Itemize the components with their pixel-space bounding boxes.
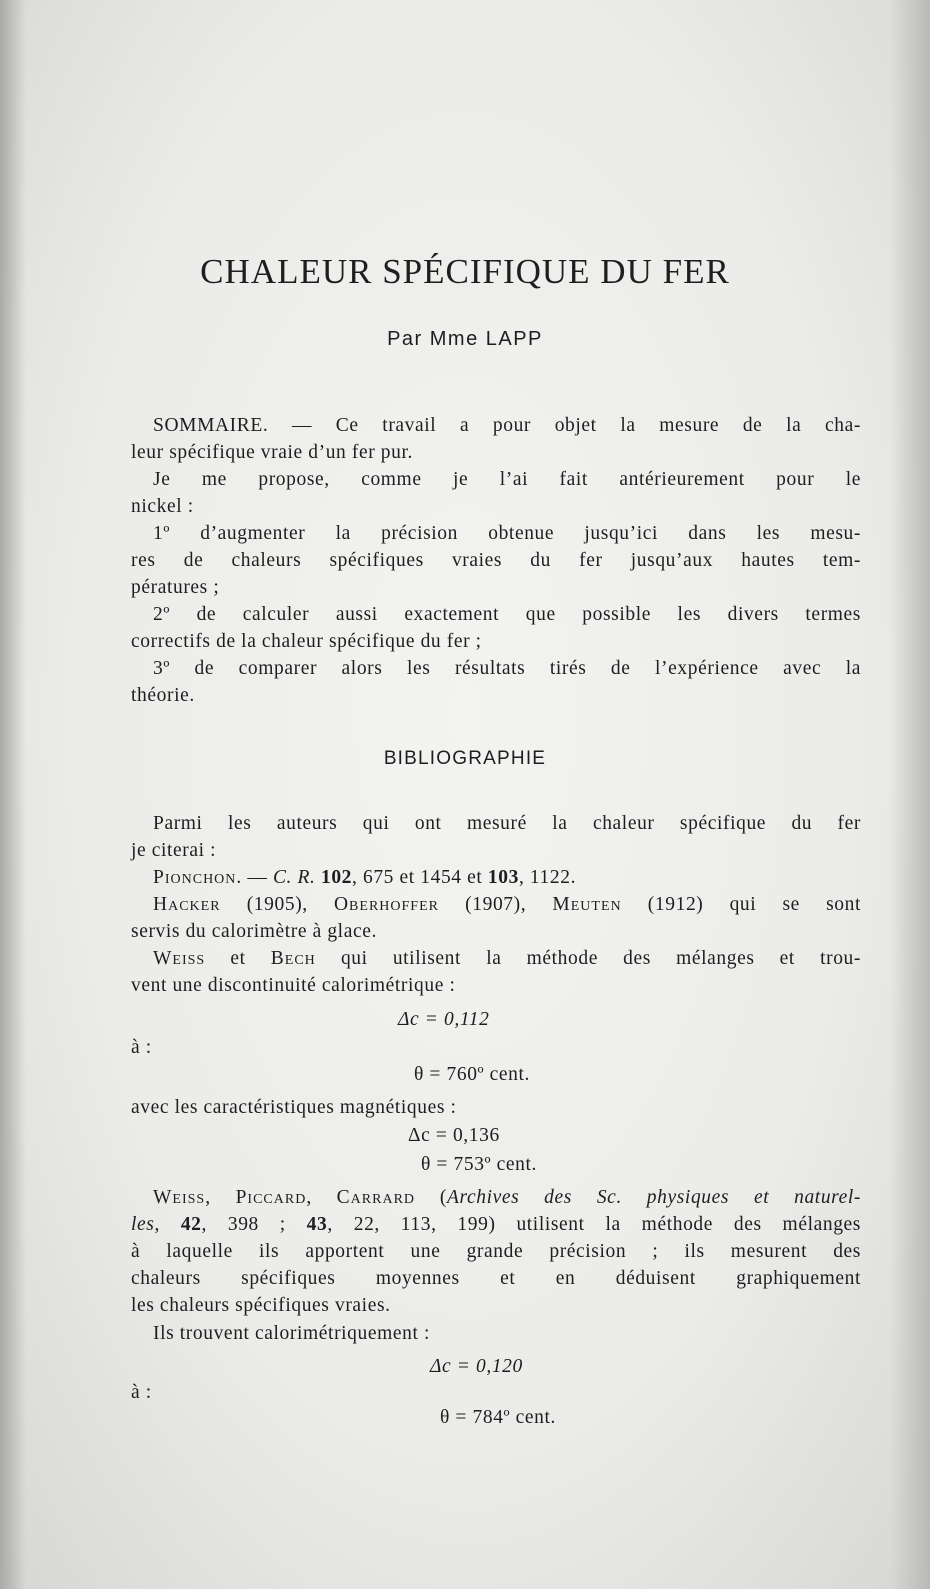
bib-line: vent une discontinuité calorimétrique : <box>131 975 456 996</box>
text-fragment: (1907), <box>438 894 553 915</box>
formula: θ = 784º cent. <box>440 1407 557 1428</box>
author-name: Meuten <box>552 894 622 915</box>
bib-line: Ils trouvent calorimétriquement : <box>153 1323 431 1344</box>
bib-reference-continuation <box>131 1211 861 1238</box>
bib-reference-pionchon <box>153 864 861 891</box>
author-name: Bech <box>270 948 316 969</box>
summary-line: SOMMAIRE. — Ce travail a pour objet la mesure de la cha- <box>153 415 861 436</box>
summary-line: 2º de calculer aussi exactement que possible les divers termes <box>153 604 861 625</box>
bib-line: servis du calorimètre à glace. <box>131 921 377 942</box>
formula: θ = 753º cent. <box>421 1154 538 1175</box>
formula: Δc = 0,136 <box>408 1125 500 1146</box>
summary-line: 3º de comparer alors les résultats tirés de l’expérience avec la <box>153 658 861 679</box>
text-fragment: . — <box>236 867 273 888</box>
formula: Δc = 0,120 <box>430 1356 523 1377</box>
author-name: Hacker <box>153 894 221 915</box>
bib-line: chaleurs spécifiques moyennes et en déduisent graphiquement <box>131 1268 861 1289</box>
author-name: Piccard <box>235 1187 307 1208</box>
article-author: Par Mme LAPP <box>387 328 543 350</box>
author-name: Carrard <box>336 1187 416 1208</box>
bib-line: les chaleurs spécifiques vraies. <box>131 1295 391 1316</box>
formula: θ = 760º cent. <box>414 1064 531 1085</box>
text-fragment: qui utilisent la méthode des mélanges et trou- <box>315 948 861 969</box>
text-fragment: , 398 ; <box>201 1214 307 1235</box>
volume-number: 102 <box>320 867 353 888</box>
summary-line: res de chaleurs spécifiques vraies du fer jusqu’aux hautes tem- <box>131 550 861 571</box>
text-fragment: ( <box>415 1187 447 1208</box>
journal-abbrev: C. R. <box>272 867 316 888</box>
author-name: Weiss <box>153 948 206 969</box>
section-heading: BIBLIOGRAPHIE <box>383 748 547 769</box>
volume-number: 42 <box>180 1214 202 1235</box>
text-fragment: , 675 et 1454 et <box>352 867 488 888</box>
summary-line: leur spécifique vraie d’un fer pur. <box>131 442 413 463</box>
text-fragment: , 1122. <box>518 867 577 888</box>
summary-line: théorie. <box>131 685 195 706</box>
text-fragment: , <box>205 1187 236 1208</box>
formula-label: à : <box>131 1382 152 1403</box>
bib-reference-hacker <box>153 891 861 918</box>
text-fragment: (1912) qui se sont <box>621 894 862 915</box>
article-title: CHALEUR SPÉCIFIQUE DU FER <box>200 252 730 291</box>
journal-title: Archives des Sc. physiques et naturel- <box>447 1187 862 1208</box>
summary-line: Je me propose, comme je l’ai fait antérieurement pour le <box>153 469 861 490</box>
summary-line: nickel : <box>131 496 194 517</box>
bib-line: avec les caractéristiques magnétiques : <box>131 1097 457 1118</box>
volume-number: 43 <box>306 1214 328 1235</box>
text-fragment: , <box>154 1214 181 1235</box>
text-fragment: et <box>205 948 271 969</box>
volume-number: 103 <box>487 867 519 888</box>
text-fragment: , <box>306 1187 337 1208</box>
author-name: Pionchon <box>153 867 237 888</box>
summary-line: pératures ; <box>131 577 220 598</box>
bib-line: à laquelle ils apportent une grande précision ; ils mesurent des <box>131 1241 861 1262</box>
author-name: Oberhoffer <box>333 894 439 915</box>
author-name: Weiss <box>153 1187 206 1208</box>
bib-line: Parmi les auteurs qui ont mesuré la chaleur spécifique du fer <box>153 813 861 834</box>
bib-reference-weiss-piccard-carrard <box>153 1184 861 1211</box>
text-fragment: , 22, 113, 199) utilisent la méthode des mélanges <box>327 1214 861 1235</box>
summary-line: 1º d’augmenter la précision obtenue jusqu’ici dans les mesu- <box>153 523 861 544</box>
formula-label: à : <box>131 1037 152 1058</box>
bib-reference-weiss <box>153 945 861 972</box>
bib-line: je citerai : <box>131 840 217 861</box>
text-fragment: (1905), <box>220 894 334 915</box>
page-shadow-right <box>890 0 930 1589</box>
summary-line: correctifs de la chaleur spécifique du fer ; <box>131 631 482 652</box>
formula: Δc = 0,112 <box>398 1009 490 1030</box>
journal-title: les <box>131 1214 155 1235</box>
page-shadow-left <box>0 0 26 1589</box>
